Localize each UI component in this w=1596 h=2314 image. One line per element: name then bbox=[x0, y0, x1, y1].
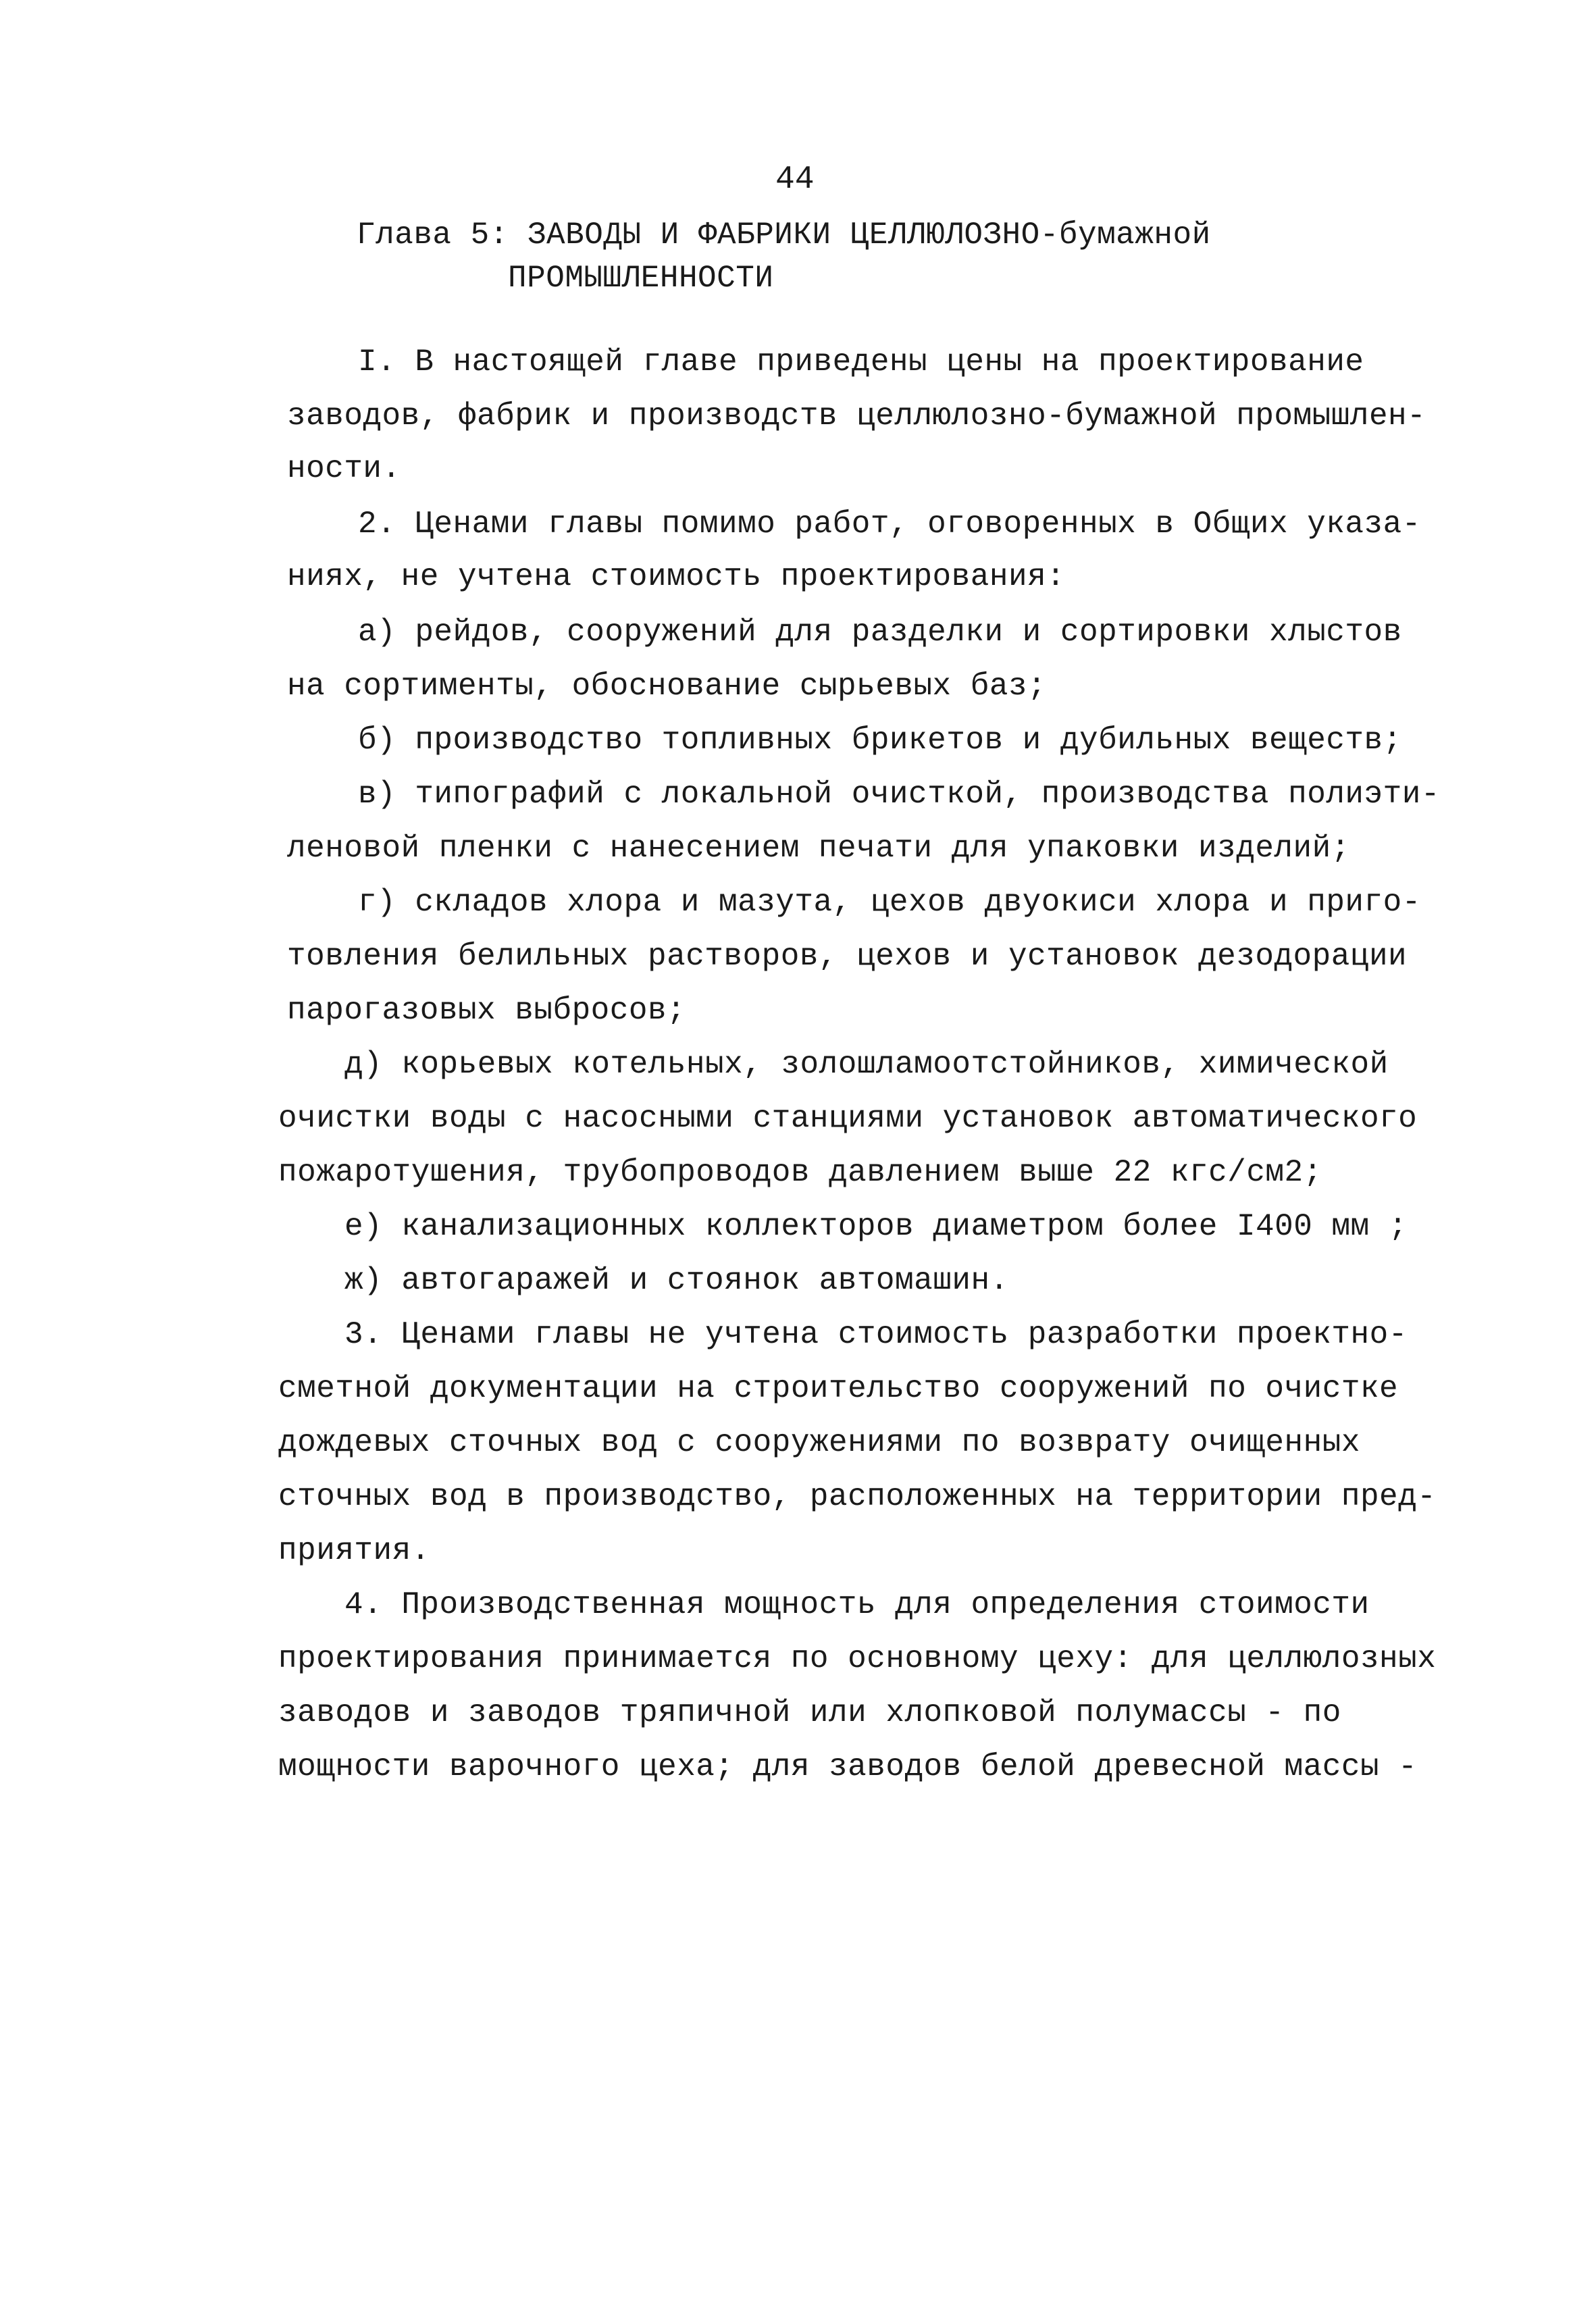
list-item-a-line: на сортименты, обоснование сырьевых баз; bbox=[287, 669, 1047, 704]
paragraph-3-line: 3. Ценами главы не учтена стоимость разработки проектно- bbox=[344, 1317, 1408, 1352]
list-item-d-line: д) корьевых котельных, золошламоотстойников, химической bbox=[344, 1047, 1389, 1082]
list-item-v-line: в) типографий с локальной очисткой, производства полиэти- bbox=[358, 777, 1440, 812]
paragraph-3-line: сметной документации на строительство сооружений по очистке bbox=[278, 1371, 1399, 1406]
paragraph-4-line: заводов и заводов тряпичной или хлопковой полумассы - по bbox=[278, 1695, 1341, 1730]
list-item-d-line: очистки воды с насосными станциями установок автоматического bbox=[278, 1101, 1418, 1136]
list-item-a-line: а) рейдов, сооружений для разделки и сортировки хлыстов bbox=[358, 615, 1402, 650]
paragraph-4-line: проектирования принимается по основному цеху: для целлюлозных bbox=[278, 1641, 1437, 1676]
paragraph-3-line: сточных вод в производство, расположенных на территории пред- bbox=[278, 1479, 1437, 1514]
paragraph-3-line: приятия. bbox=[278, 1533, 430, 1568]
page-number: 44 bbox=[775, 161, 815, 198]
list-item-b-line: б) производство топливных брикетов и дубильных веществ; bbox=[358, 723, 1402, 758]
list-item-v-line: леновой пленки с нанесением печати для упаковки изделий; bbox=[287, 831, 1350, 866]
paragraph-4-line: 4. Производственная мощность для определения стоимости bbox=[344, 1587, 1370, 1622]
paragraph-4-line: мощности варочного цеха; для заводов белой древесной массы - bbox=[278, 1749, 1418, 1784]
list-item-g-line: г) складов хлора и мазута, цехов двуокиси хлора и приго- bbox=[358, 885, 1421, 920]
list-item-d-line: пожаротушения, трубопроводов давлением выше 22 кгс/см2; bbox=[278, 1155, 1322, 1190]
list-item-e-line: е) канализационных коллекторов диаметром более I400 мм ; bbox=[344, 1209, 1408, 1244]
paragraph-3-line: дождевых сточных вод с сооружениями по возврату очищенных bbox=[278, 1425, 1360, 1460]
chapter-title-line: Глава 5: ЗАВОДЫ И ФАБРИКИ ЦЕЛЛЮЛОЗНО-бумажной bbox=[357, 217, 1211, 253]
paragraph-2-line: 2. Ценами главы помимо работ, оговоренных в Общих указа- bbox=[358, 507, 1421, 542]
paragraph-1-line: I. В настоящей главе приведены цены на проектирование bbox=[358, 344, 1364, 380]
paragraph-2-line: ниях, не учтена стоимость проектирования: bbox=[287, 559, 1066, 594]
paragraph-1-line: заводов, фабрик и производств целлюлозно-бумажной промышлен- bbox=[287, 398, 1426, 434]
list-item-zh-line: ж) автогаражей и стоянок автомашин. bbox=[344, 1263, 1009, 1298]
list-item-g-line: товления белильных растворов, цехов и установок дезодорации bbox=[287, 939, 1408, 974]
chapter-title-line: ПРОМЫШЛЕННОСТИ bbox=[508, 261, 774, 296]
list-item-g-line: парогазовых выбросов; bbox=[287, 993, 686, 1028]
paragraph-1-line: ности. bbox=[287, 451, 401, 486]
